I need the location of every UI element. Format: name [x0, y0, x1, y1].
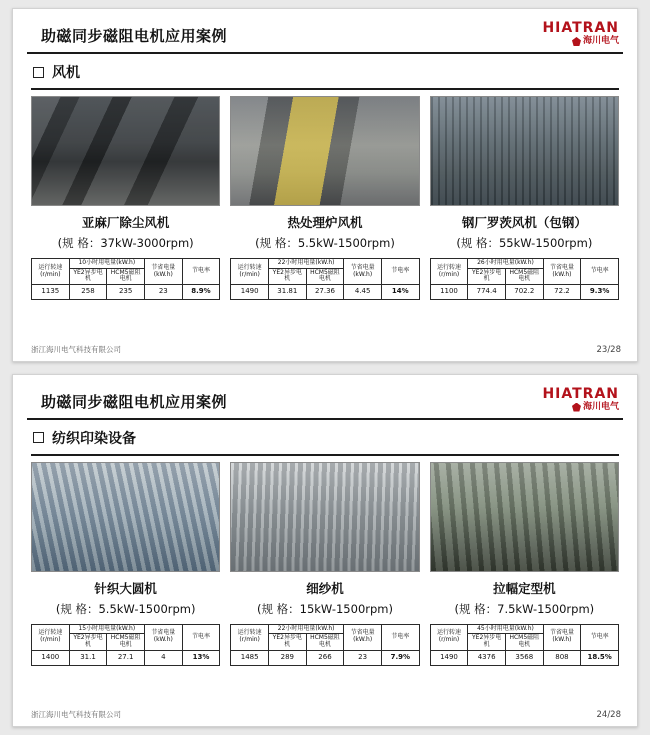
th-hcm5: HCM5磁阻电机 — [505, 634, 543, 650]
energy-table — [230, 258, 419, 300]
cell-saving: 4.45 — [344, 285, 382, 300]
energy-table — [31, 624, 220, 666]
logo-subtext-row — [572, 37, 619, 46]
section-title: 纺织印染设备 — [52, 430, 136, 447]
cell-speed: 1490 — [231, 285, 269, 300]
cell-hcm5: 702.2 — [505, 285, 543, 300]
th-speed: 运行转速 (r/min) — [231, 624, 269, 650]
th-saving: 节省电量(kW.h) — [344, 259, 382, 285]
cell-speed: 1490 — [430, 650, 468, 665]
cell-ye2: 31.1 — [69, 650, 107, 665]
case-name: 针织大圆机 — [94, 580, 157, 596]
section-heading — [33, 428, 623, 448]
case-card — [31, 96, 220, 340]
th-ye2: YE2异步电机 — [268, 634, 306, 650]
cell-ye2: 4376 — [468, 650, 506, 665]
table-row — [32, 285, 220, 300]
energy-table — [31, 258, 220, 300]
slide-footer — [27, 340, 623, 355]
cell-ye2: 289 — [268, 650, 306, 665]
case-card — [430, 462, 619, 706]
th-rate: 节电率 — [182, 624, 220, 650]
th-hcm5: HCM5磁阻电机 — [505, 268, 543, 284]
th-saving: 节省电量(kW.h) — [344, 624, 382, 650]
th-saving: 节省电量(kW.h) — [543, 259, 581, 285]
case-photo — [230, 96, 419, 206]
page-title: 助磁同步磁阻电机应用案例 — [41, 392, 228, 411]
th-speed: 运行转速 (r/min) — [430, 259, 468, 285]
cell-saving: 808 — [543, 650, 581, 665]
section-title: 风机 — [52, 65, 80, 81]
logo-subtext-row — [572, 403, 619, 412]
slide-footer — [27, 705, 623, 720]
th-consumption-group: 26小时用电量(kW.h) — [468, 259, 543, 269]
pentagon-logo-icon — [572, 37, 581, 46]
case-name: 亚麻厂除尘风机 — [81, 215, 170, 230]
case-name: 热处理炉风机 — [287, 215, 363, 230]
slide-1 — [12, 8, 638, 362]
cell-rate: 8.9% — [182, 285, 220, 300]
table-row — [231, 285, 419, 300]
cell-rate: 14% — [381, 285, 419, 300]
th-consumption-group: 45小时用电量(kW.h) — [468, 624, 543, 634]
logo-text: HIATRAN — [542, 20, 619, 36]
energy-table — [430, 624, 619, 666]
logo-text: HIATRAN — [542, 385, 619, 402]
th-saving: 节省电量(kW.h) — [144, 259, 182, 285]
cell-saving: 23 — [344, 650, 382, 665]
page-number: 24/28 — [596, 710, 621, 720]
th-speed: 运行转速 (r/min) — [32, 259, 70, 285]
th-saving: 节省电量(kW.h) — [543, 624, 581, 650]
table-row — [430, 285, 618, 300]
case-card — [430, 96, 619, 340]
company-name: 浙江海川电气科技有限公司 — [31, 344, 121, 354]
cell-speed: 1135 — [32, 285, 70, 300]
th-ye2: YE2异步电机 — [268, 268, 306, 284]
table-row — [430, 650, 618, 665]
case-card — [230, 96, 419, 340]
cell-hcm5: 235 — [107, 285, 145, 300]
brand-logo — [542, 387, 623, 412]
th-hcm5: HCM5磁阻电机 — [306, 634, 344, 650]
company-name: 浙江海川电气科技有限公司 — [31, 710, 121, 719]
card-row — [27, 456, 623, 706]
cell-saving: 23 — [144, 285, 182, 300]
card-row — [27, 90, 623, 340]
table-row — [32, 650, 220, 665]
square-bullet-icon — [33, 432, 44, 443]
brand-logo — [542, 21, 623, 46]
cell-rate: 9.3% — [581, 285, 619, 300]
th-rate: 节电率 — [182, 259, 220, 285]
case-card — [31, 462, 220, 706]
slide-header — [27, 19, 623, 54]
case-photo — [430, 462, 619, 572]
cell-ye2: 258 — [69, 285, 107, 300]
th-hcm5: HCM5磁阻电机 — [306, 268, 344, 284]
section-heading — [33, 62, 623, 82]
cell-hcm5: 27.36 — [306, 285, 344, 300]
case-spec: (规 格：5.5kW-1500rpm) — [55, 601, 196, 616]
th-consumption-group: 15小时用电量(kW.h) — [69, 624, 144, 634]
th-saving: 节省电量(kW.h) — [144, 624, 182, 650]
case-name: 钢厂罗茨风机（包钢） — [461, 215, 587, 230]
cell-speed: 1100 — [430, 285, 468, 300]
th-rate: 节电率 — [581, 624, 619, 650]
th-ye2: YE2异步电机 — [468, 634, 506, 650]
th-ye2: YE2异步电机 — [69, 634, 107, 650]
cell-rate: 13% — [182, 650, 220, 665]
page-title: 助磁同步磁阻电机应用案例 — [41, 27, 228, 45]
case-spec: (规 格：5.5kW-1500rpm) — [255, 236, 395, 250]
th-ye2: YE2异步电机 — [468, 268, 506, 284]
cell-speed: 1485 — [231, 650, 269, 665]
th-speed: 运行转速 (r/min) — [32, 624, 70, 650]
slide-2 — [12, 374, 638, 728]
th-rate: 节电率 — [381, 259, 419, 285]
case-card — [230, 462, 419, 706]
cell-hcm5: 27.1 — [107, 650, 145, 665]
cell-hcm5: 266 — [306, 650, 344, 665]
case-spec: (规 格：55kW-1500rpm) — [456, 236, 593, 250]
th-speed: 运行转速 (r/min) — [231, 259, 269, 285]
th-consumption-group: 22小时用电量(kW.h) — [268, 259, 343, 269]
case-photo — [430, 96, 619, 206]
case-name: 细纱机 — [306, 580, 344, 596]
th-ye2: YE2异步电机 — [69, 268, 107, 284]
energy-table — [230, 624, 419, 666]
square-bullet-icon — [33, 67, 44, 78]
case-photo — [230, 462, 419, 572]
th-speed: 运行转速 (r/min) — [430, 624, 468, 650]
th-consumption-group: 22小时用电量(kW.h) — [268, 624, 343, 634]
th-hcm5: HCM5磁阻电机 — [107, 634, 145, 650]
case-photo — [31, 96, 220, 206]
cell-saving: 72.2 — [543, 285, 581, 300]
slide-header — [27, 385, 623, 420]
case-photo — [31, 462, 220, 572]
case-spec: (规 格：7.5kW-1500rpm) — [454, 601, 595, 616]
cell-rate: 7.9% — [381, 650, 419, 665]
cell-speed: 1400 — [32, 650, 70, 665]
cell-rate: 18.5% — [581, 650, 619, 665]
case-spec: (规 格：37kW-3000rpm) — [57, 236, 194, 250]
case-name: 拉幅定型机 — [493, 580, 556, 596]
logo-subtext: 海川电气 — [582, 401, 619, 412]
th-consumption-group: 10小时用电量(kW.h) — [69, 259, 144, 269]
pentagon-logo-icon — [572, 403, 581, 412]
page-number: 23/28 — [596, 344, 621, 355]
th-hcm5: HCM5磁阻电机 — [107, 268, 145, 284]
case-spec: (规 格：15kW-1500rpm) — [257, 601, 393, 616]
cell-saving: 4 — [144, 650, 182, 665]
cell-ye2: 774.4 — [468, 285, 506, 300]
cell-ye2: 31.81 — [268, 285, 306, 300]
th-rate: 节电率 — [581, 259, 619, 285]
cell-hcm5: 3568 — [505, 650, 543, 665]
logo-subtext: 海川电气 — [582, 36, 619, 46]
energy-table — [430, 258, 619, 300]
th-rate: 节电率 — [381, 624, 419, 650]
table-row — [231, 650, 419, 665]
